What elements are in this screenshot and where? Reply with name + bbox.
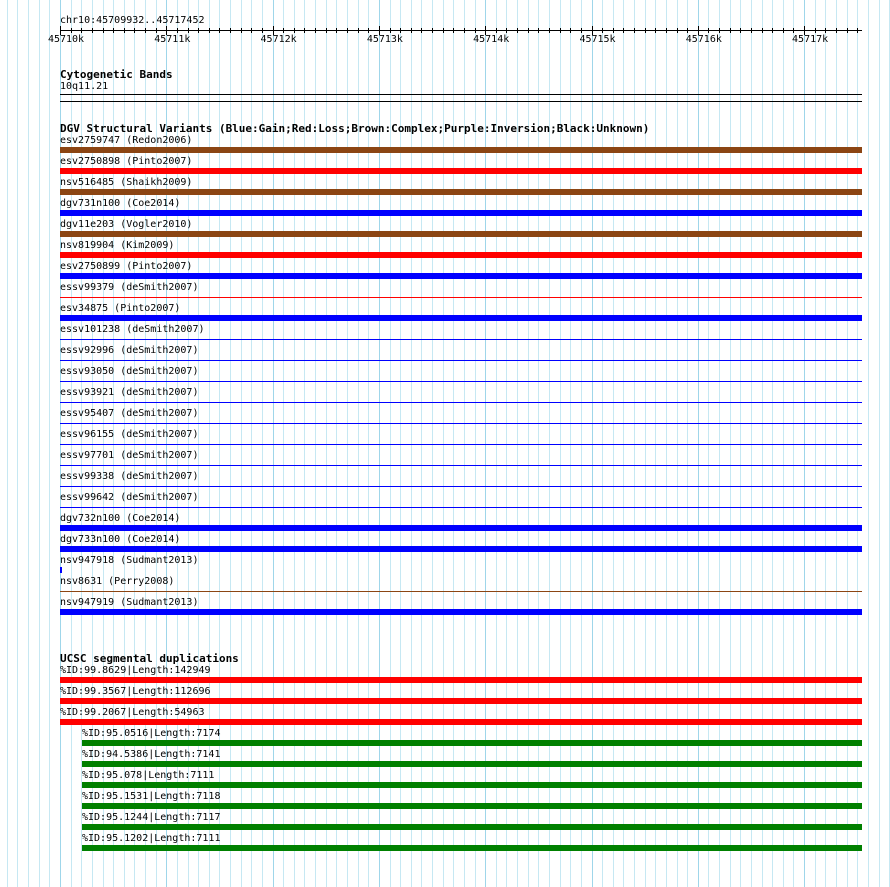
dgv-feature-bar[interactable] xyxy=(60,609,862,615)
dgv-feature-label[interactable]: essv93050 (deSmith2007) xyxy=(60,366,199,377)
dgv-feature-label[interactable]: esv2750899 (Pinto2007) xyxy=(60,261,193,272)
segdup-feature-label[interactable]: %ID:95.0516|Length:7174 xyxy=(82,728,221,739)
dgv-feature-label[interactable]: dgv11e203 (Vogler2010) xyxy=(60,219,193,230)
dgv-feature-label[interactable]: essv99642 (deSmith2007) xyxy=(60,492,199,503)
segdup-feature-label[interactable]: %ID:99.2067|Length:54963 xyxy=(60,707,205,718)
dgv-feature-label[interactable]: esv34875 (Pinto2007) xyxy=(60,303,181,314)
dgv-feature-bar[interactable] xyxy=(60,252,862,258)
segdup-feature-bar[interactable] xyxy=(82,761,862,767)
dgv-feature-bar[interactable] xyxy=(60,567,62,573)
dgv-feature-bar[interactable] xyxy=(60,591,862,592)
dgv-feature-bar[interactable] xyxy=(60,297,862,298)
dgv-feature-label[interactable]: dgv732n100 (Coe2014) xyxy=(60,513,181,524)
ruler-tick-label: 45712k xyxy=(260,34,297,45)
ruler-tick-label: 45715k xyxy=(579,34,616,45)
segdup-track-title: UCSC segmental duplications xyxy=(60,652,239,665)
dgv-feature-label[interactable]: esv2759747 (Redon2006) xyxy=(60,135,193,146)
segdup-feature-label[interactable]: %ID:95.1202|Length:7111 xyxy=(82,833,221,844)
dgv-feature-label[interactable]: essv101238 (deSmith2007) xyxy=(60,324,205,335)
dgv-feature-label[interactable]: essv97701 (deSmith2007) xyxy=(60,450,199,461)
ruler-tick-label: 45713k xyxy=(366,34,403,45)
dgv-feature-label[interactable]: esv2750898 (Pinto2007) xyxy=(60,156,193,167)
dgv-feature-label[interactable]: essv99338 (deSmith2007) xyxy=(60,471,199,482)
segdup-feature-label[interactable]: %ID:95.1531|Length:7118 xyxy=(82,791,221,802)
segdup-feature-bar[interactable] xyxy=(82,782,862,788)
ruler-axis[interactable] xyxy=(0,24,890,36)
dgv-feature-label[interactable]: essv99379 (deSmith2007) xyxy=(60,282,199,293)
dgv-feature-label[interactable]: essv93921 (deSmith2007) xyxy=(60,387,199,398)
dgv-feature-bar[interactable] xyxy=(60,525,862,531)
cytoband-ideogram-bottom xyxy=(60,101,862,102)
cytoband-track-title: Cytogenetic Bands xyxy=(60,68,173,81)
cytoband-label[interactable]: 10q11.21 xyxy=(60,81,109,92)
dgv-feature-label[interactable]: essv92996 (deSmith2007) xyxy=(60,345,199,356)
dgv-feature-bar[interactable] xyxy=(60,381,862,382)
dgv-feature-bar[interactable] xyxy=(60,147,862,153)
segdup-feature-bar[interactable] xyxy=(82,845,862,851)
segdup-feature-bar[interactable] xyxy=(82,740,862,746)
ruler-tick-label: 45710k xyxy=(47,34,85,45)
dgv-feature-label[interactable]: nsv516485 (Shaikh2009) xyxy=(60,177,193,188)
dgv-feature-label[interactable]: dgv733n100 (Coe2014) xyxy=(60,534,181,545)
ruler-tick-label: 45714k xyxy=(473,34,510,45)
dgv-feature-bar[interactable] xyxy=(60,546,862,552)
segdup-feature-bar[interactable] xyxy=(60,698,862,704)
segdup-feature-bar[interactable] xyxy=(82,824,862,830)
cytoband-ideogram-top xyxy=(60,94,862,95)
dgv-feature-bar[interactable] xyxy=(60,168,862,174)
segdup-feature-bar[interactable] xyxy=(82,803,862,809)
segdup-feature-label[interactable]: %ID:99.3567|Length:112696 xyxy=(60,686,211,697)
dgv-feature-bar[interactable] xyxy=(60,486,862,487)
dgv-feature-label[interactable]: nsv8631 (Perry2008) xyxy=(60,576,175,587)
ruler-location: chr10:45709932..45717452 xyxy=(60,15,205,26)
dgv-feature-bar[interactable] xyxy=(60,273,862,279)
dgv-feature-label[interactable]: dgv731n100 (Coe2014) xyxy=(60,198,181,209)
dgv-feature-label[interactable]: essv96155 (deSmith2007) xyxy=(60,429,199,440)
dgv-feature-bar[interactable] xyxy=(60,402,862,403)
dgv-feature-bar[interactable] xyxy=(60,210,862,216)
dgv-feature-label[interactable]: nsv819904 (Kim2009) xyxy=(60,240,175,251)
dgv-feature-bar[interactable] xyxy=(60,360,862,361)
dgv-track-title: DGV Structural Variants (Blue:Gain;Red:Loss;Brown:Complex;Purple:Inversion;Black:Unknown) xyxy=(60,122,650,135)
segdup-feature-label[interactable]: %ID:95.1244|Length:7117 xyxy=(82,812,221,823)
dgv-feature-bar[interactable] xyxy=(60,423,862,424)
dgv-feature-label[interactable]: essv95407 (deSmith2007) xyxy=(60,408,199,419)
segdup-feature-label[interactable]: %ID:95.078|Length:7111 xyxy=(82,770,215,781)
dgv-feature-bar[interactable] xyxy=(60,507,862,508)
ruler-tick-label: 45716k xyxy=(685,34,722,45)
dgv-feature-bar[interactable] xyxy=(60,339,862,340)
dgv-feature-bar[interactable] xyxy=(60,189,862,195)
dgv-feature-label[interactable]: nsv947919 (Sudmant2013) xyxy=(60,597,199,608)
ruler-tick-label: 45711k xyxy=(154,34,191,45)
segdup-feature-label[interactable]: %ID:99.8629|Length:142949 xyxy=(60,665,211,676)
dgv-feature-bar[interactable] xyxy=(60,465,862,466)
dgv-feature-bar[interactable] xyxy=(60,315,862,321)
dgv-feature-bar[interactable] xyxy=(60,444,862,445)
segdup-feature-label[interactable]: %ID:94.5386|Length:7141 xyxy=(82,749,221,760)
segdup-feature-bar[interactable] xyxy=(60,677,862,683)
segdup-feature-bar[interactable] xyxy=(60,719,862,725)
dgv-feature-bar[interactable] xyxy=(60,231,862,237)
ruler-tick-label: 45717k xyxy=(792,34,829,45)
dgv-feature-label[interactable]: nsv947918 (Sudmant2013) xyxy=(60,555,199,566)
